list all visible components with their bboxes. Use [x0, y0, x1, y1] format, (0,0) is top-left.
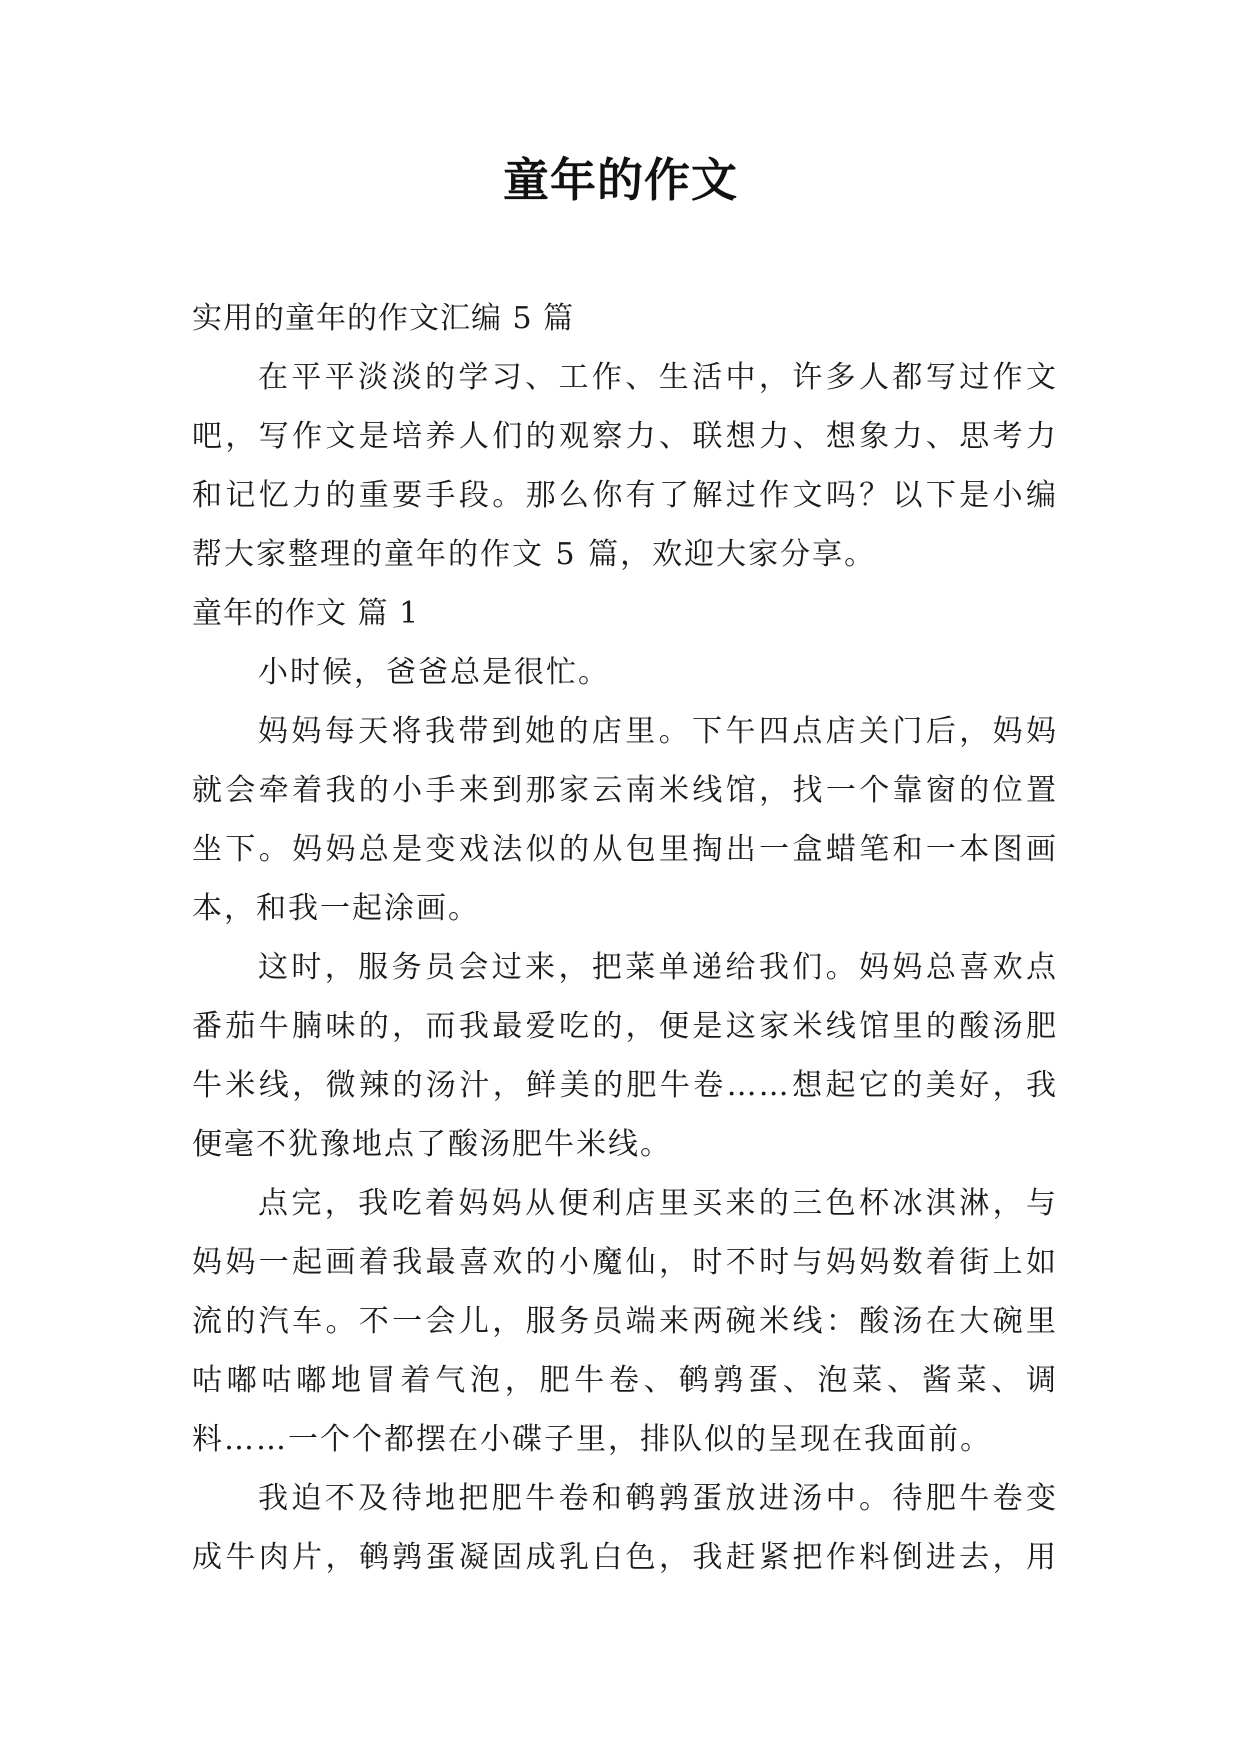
paragraph-line: 和记忆力的重要手段。那么你有了解过作文吗？以下是小编 [192, 478, 1058, 513]
page-title: 童年的作文 [503, 153, 738, 207]
section-heading: 童年的作文 篇 1 [192, 596, 420, 631]
paragraph-line: 就会牵着我的小手来到那家云南米线馆，找一个靠窗的位置 [192, 773, 1058, 808]
paragraph-line: 坐下。妈妈总是变戏法似的从包里掏出一盒蜡笔和一本图画 [192, 832, 1058, 867]
paragraph-line: 成牛肉片，鹌鹑蛋凝固成乳白色，我赶紧把作料倒进去，用 [192, 1540, 1058, 1575]
paragraph-line: 妈妈每天将我带到她的店里。下午四点店关门后，妈妈 [258, 714, 1058, 749]
paragraph-line: 在平平淡淡的学习、工作、生活中，许多人都写过作文 [258, 360, 1058, 395]
paragraph-line: 小时候，爸爸总是很忙。 [258, 655, 610, 690]
paragraph-line: 吧，写作文是培养人们的观察力、联想力、想象力、思考力 [192, 419, 1058, 454]
paragraph-line: 番茄牛腩味的，而我最爱吃的，便是这家米线馆里的酸汤肥 [192, 1009, 1058, 1044]
paragraph-line: 本，和我一起涂画。 [192, 891, 480, 926]
paragraph-line: 帮大家整理的童年的作文 5 篇，欢迎大家分享。 [192, 537, 877, 572]
subtitle-line: 实用的童年的作文汇编 5 篇 [192, 301, 575, 336]
paragraph-line: 牛米线，微辣的汤汁，鲜美的肥牛卷……想起它的美好，我 [192, 1068, 1058, 1103]
paragraph-line: 点完，我吃着妈妈从便利店里买来的三色杯冰淇淋，与 [258, 1186, 1058, 1221]
paragraph-line: 我迫不及待地把肥牛卷和鹌鹑蛋放进汤中。待肥牛卷变 [258, 1481, 1058, 1516]
paragraph-line: 便毫不犹豫地点了酸汤肥牛米线。 [192, 1127, 672, 1162]
paragraph-line: 这时，服务员会过来，把菜单递给我们。妈妈总喜欢点 [258, 950, 1058, 985]
paragraph-line: 流的汽车。不一会儿，服务员端来两碗米线：酸汤在大碗里 [192, 1304, 1058, 1339]
paragraph-line: 料……一个个都摆在小碟子里，排队似的呈现在我面前。 [192, 1422, 992, 1457]
paragraph-line: 妈妈一起画着我最喜欢的小魔仙，时不时与妈妈数着街上如 [192, 1245, 1058, 1280]
document-body [192, 289, 1058, 1587]
paragraph-line: 咕嘟咕嘟地冒着气泡，肥牛卷、鹌鹑蛋、泡菜、酱菜、调 [192, 1363, 1058, 1398]
